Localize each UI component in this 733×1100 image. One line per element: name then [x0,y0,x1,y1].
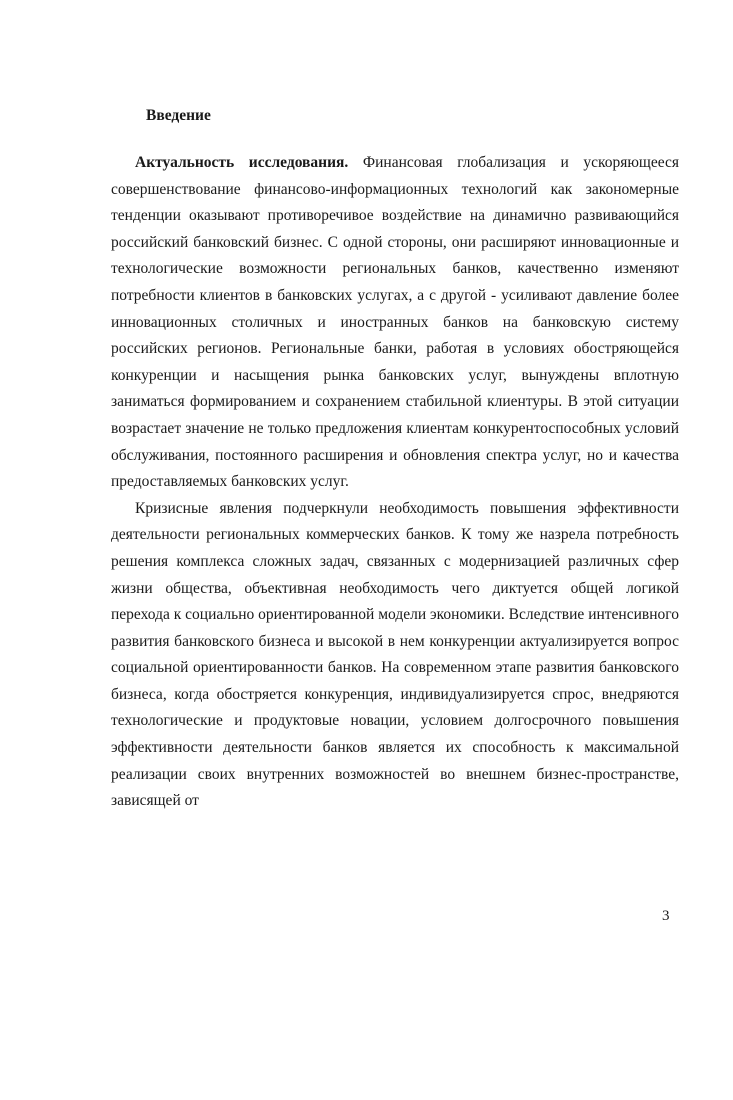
paragraph-text: Финансовая глобализация и ускоряющееся совершенствование финансово-информационных технологий как закономерные тенденции оказывают противоречивое воздействие на динамично развивающийся российский банковский бизнес. С одной стороны, они расширяют инновационные и технологические возможности региональных банков, качественно изменяют потребности клиентов в банковских услугах, а с другой - усиливают давление более инновационных столичных и иностранных банков на банковскую систему российских регионов. Региональные банки, работая в условиях обостряющейся конкуренции и насыщения рынка банковских услуг, вынуждены вплотную заниматься формированием и сохранением стабильной клиентуры. В этой ситуации возрастает значение не только предложения клиентам конкурентоспособных условий обслуживания, постоянного расширения и обновления спектра услуг, но и качества предоставляемых банковских услуг. [111,154,679,491]
paragraph-relevance [111,150,679,496]
section-heading: Введение [146,107,211,124]
page-number: 3 [662,908,670,924]
paragraph-lead: Актуальность исследования. [135,154,349,171]
paragraph-crisis [111,496,679,815]
paragraph-text: Кризисные явления подчеркнули необходимость повышения эффективности деятельности региональных коммерческих банков. К тому же назрела потребность решения комплекса сложных задач, связанных с модернизацией различных сфер жизни общества, объективная необходимость чего диктуется общей логикой перехода к социально ориентированной модели экономики. Вследствие интенсивного развития банковского бизнеса и высокой в нем конкуренции актуализируется вопрос социальной ориентированности банков. На современном этапе развития банковского бизнеса, когда обостряется конкуренция, индивидуализируется спрос, внедряются технологические и продуктовые новации, условием долгосрочного повышения эффективности деятельности банков является их способность к максимальной реализации своих внутренних возможностей во внешнем бизнес-пространстве, зависящей от [111,499,679,810]
body-text [111,150,679,815]
